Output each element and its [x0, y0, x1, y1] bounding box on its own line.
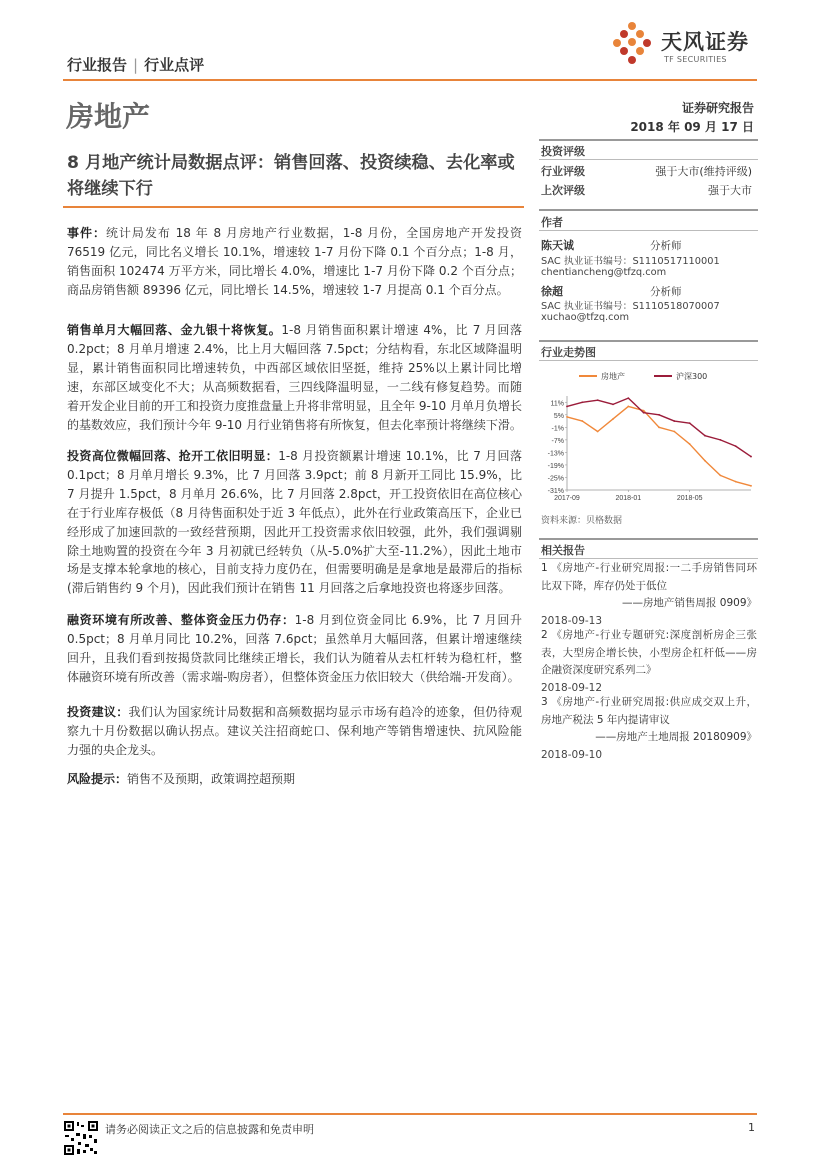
- paragraph-text: 1-8 月销售面积累计增速 4%，比 7 月回落 0.2pct；8 月单月增速 2.4%，比上月大幅回落 7.5pct；分结构看，东北区域降温明显，累计销售面积同比增速转负，中西部区域依旧坚挺，维持 25%以上累计同比增速，东部区域变化不大；从高频数据看，三四线降温明显，一二线有修复趋势。而随着开发企业目前的开工和投资力度推盘量上升将非常明显，且全年 9-10 月单月负增长的基数效应，我们预计今年 9-10 月行业销售将有所恢复，但去化率预计将继续下滑。: [67, 323, 522, 432]
- paragraph-text: 1-8 月投资额累计增速 10.1%，比 7 月回落 0.1pct；8 月单月增长 9.3%，比 7 月回落 3.9pct；前 8 月新开工同比 15.9%，比 7 月提升 1.5pct，8 月单月 26.6%，比 7 月回落 2.8pct，开工投资依旧在高位核心在于行业库存极低（8 月待售面积处于近 3 年低点），此外在行业政策高压下，企业已经形成了加速回款的一致经营预期，因此开工投资需求依旧较强，此外，我们强调剔除土地购置的投资在今年 3 月初就已经转负（从-5.0%扩大至-11.2%），因此土地市场是支撑本轮拿地的核心，目前支持力度仍在，但需要明确是是拿地是最滞后的指标(滞后销售约 9 个月)，因此我们预计在销售 11 月回落之后拿地投资也将逐步回落。: [67, 449, 522, 596]
- footer-disclaimer: 请务必阅读正文之后的信息披露和免责申明: [105, 1123, 314, 1136]
- logo-subtext: TF SECURITIES: [664, 55, 727, 64]
- report-subcategory: 行业点评: [144, 56, 205, 74]
- data-point: [719, 474, 721, 476]
- data-point: [673, 420, 675, 422]
- data-point: [750, 456, 752, 458]
- paragraph-lead: 融资环境有所改善、整体资金压力仍存：: [67, 613, 295, 627]
- related-report-date: 2018-09-13: [541, 614, 603, 627]
- data-point: [719, 439, 721, 441]
- sidebar-divider: [539, 558, 758, 559]
- paragraph-event: [67, 224, 522, 300]
- page-number: 1: [748, 1121, 755, 1134]
- y-tick-label: 11%: [550, 400, 564, 408]
- data-point: [673, 431, 675, 433]
- data-point: [597, 399, 599, 401]
- report-label: 证券研究报告: [681, 101, 754, 115]
- logo-text: 天风证券: [661, 30, 749, 54]
- industry-rating-label: 行业评级: [541, 165, 585, 178]
- data-point: [689, 443, 691, 445]
- y-tick-label: -19%: [547, 462, 564, 470]
- data-point: [566, 416, 568, 418]
- y-tick-label: -31%: [547, 488, 564, 495]
- related-title: 相关报告: [541, 544, 585, 557]
- related-report-date: 2018-09-10: [541, 748, 603, 761]
- data-point: [612, 418, 614, 420]
- industry-trend-chart: [539, 362, 758, 502]
- data-point: [597, 431, 599, 433]
- paragraph-lead: 投资建议：: [67, 705, 129, 719]
- author-email[interactable]: chentiancheng@tfzq.com: [541, 267, 667, 278]
- paragraph-advice: [67, 703, 522, 760]
- rating-title: 投资评级: [541, 145, 585, 158]
- author-name: 徐超: [541, 285, 563, 298]
- x-tick-label: 2018-01: [615, 495, 642, 502]
- related-report-title[interactable]: 2 《房地产-行业专题研究:深度剖析房企三张表，大型房企增长快，小型房企杠杆低——房企融资深度研究系列二》: [541, 629, 757, 676]
- related-report-item[interactable]: [541, 560, 757, 630]
- y-tick-label: 5%: [553, 412, 564, 420]
- trend-title: 行业走势图: [541, 346, 596, 359]
- prev-rating-label: 上次评级: [541, 184, 585, 197]
- author-cert: SAC 执业证书编号：S1110518070007: [541, 301, 720, 312]
- data-point: [658, 426, 660, 428]
- paragraph-lead: 投资高位微幅回落、抢开工依旧明显：: [67, 449, 279, 463]
- related-report-date: 2018-09-12: [541, 681, 603, 694]
- footer-divider: [63, 1113, 757, 1115]
- industry-rating-value: 强于大市(维持评级): [655, 165, 752, 178]
- data-point: [643, 412, 645, 414]
- report-category: 行业报告: [67, 56, 128, 74]
- sidebar-divider: [539, 159, 758, 160]
- sidebar-divider: [539, 340, 758, 342]
- paragraph-financing: [67, 611, 522, 687]
- data-point: [627, 397, 629, 399]
- data-point: [735, 481, 737, 483]
- data-point: [704, 460, 706, 462]
- x-tick-label: 2018-05: [676, 495, 703, 502]
- author-cert: SAC 执业证书编号：S1110517110001: [541, 256, 720, 267]
- data-point: [581, 401, 583, 403]
- author-role: 分析师: [650, 286, 682, 298]
- paragraph-lead: 销售单月大幅回落、金九银十将恢复。: [67, 323, 282, 337]
- y-tick-label: -25%: [547, 475, 564, 483]
- paragraph-investment: [67, 447, 522, 598]
- paragraph-text: 统计局发布 18 年 8 月房地产行业数据，1-8 月份，全国房地产开发投资 76519 亿元，同比名义增长 10.1%，增速较 1-7 月份下降 0.1 个百分点；1-8 月，销售面积 102474 万平方米，同比增长 4.0%，增速比 1-7 月份下降 0.2 个百分点；商品房销售额 89396 亿元，同比增长 14.5%，增速较 1-7 月提高 0.1 个百分点。: [67, 226, 522, 297]
- x-tick-label: 2017-09: [554, 495, 580, 502]
- qr-code-icon[interactable]: [63, 1120, 99, 1156]
- paragraph-text: 销售不及预期，政策调控超预期: [127, 772, 296, 786]
- y-tick-label: -7%: [551, 437, 564, 445]
- sidebar-divider: [539, 538, 758, 540]
- author-name: 陈天诚: [541, 239, 574, 252]
- legend-label: 沪深300: [676, 372, 708, 381]
- related-report-subtitle: ——房地产销售周报 0909》: [621, 597, 757, 609]
- data-point: [735, 445, 737, 447]
- paragraph-text: 1-8 月到位资金同比 6.9%，比 7 月回升 0.5pct；8 月单月同比 10.2%，回落 7.6pct；虽然单月大幅回落，但累计增速继续回升，且我们看到按揭贷款同比继续正增长，我们认为随着从去杠杆转为稳杠杆，整体融资环境有所改善（需求端-购房者），但整体资金压力依旧较大（供给端-开发商）。: [67, 613, 522, 684]
- title-divider: [63, 206, 524, 208]
- authors-title: 作者: [541, 216, 563, 229]
- data-point: [750, 485, 752, 487]
- industry-name: 房地产: [66, 100, 151, 133]
- data-point: [566, 406, 568, 408]
- legend-label: 房地产: [601, 372, 625, 381]
- report-title: 8 月地产统计局数据点评：销售回落、投资续稳、去化率或将继续下行: [67, 153, 515, 199]
- data-point: [612, 403, 614, 405]
- related-report-item[interactable]: [541, 627, 757, 697]
- author-email[interactable]: xuchao@tfzq.com: [541, 312, 630, 323]
- prev-rating-value: 强于大市: [708, 184, 752, 197]
- data-point: [581, 420, 583, 422]
- related-report-item[interactable]: [541, 694, 757, 764]
- y-tick-label: -13%: [547, 450, 564, 458]
- author-role: 分析师: [650, 240, 682, 252]
- paragraph-lead: 风险提示：: [67, 772, 128, 786]
- separator: |: [133, 56, 139, 74]
- paragraph-sales: [67, 321, 522, 434]
- sidebar-divider: [539, 230, 758, 231]
- data-point: [627, 406, 629, 408]
- related-report-subtitle: ——房地产土地周报 20180909》: [595, 731, 757, 743]
- sidebar-divider: [539, 360, 758, 361]
- related-report-title[interactable]: 3 《房地产-行业研究周报:供应成交双上升，房地产税法 5 年内提请审议: [541, 696, 757, 726]
- report-date: 2018 年 09 月 17 日: [630, 120, 754, 134]
- sidebar-divider: [539, 209, 758, 211]
- paragraph-risk: [67, 770, 522, 789]
- y-tick-label: -1%: [551, 425, 564, 433]
- chart-source: 资料来源：贝格数据: [541, 516, 623, 526]
- data-point: [689, 422, 691, 424]
- series-line-1: [567, 406, 751, 485]
- paragraph-lead: 事件：: [67, 226, 106, 240]
- report-type: [67, 54, 204, 75]
- header-divider: [63, 79, 757, 81]
- paragraph-text: 我们认为国家统计局数据和高频数据均显示市场有趋冷的迹象，但仍待观察九十月份数据以确认拐点。建议关注招商蛇口、保利地产等销售增速快、抗风险能力强的央企龙头。: [67, 705, 522, 757]
- related-report-title[interactable]: 1 《房地产-行业研究周报:一二手房销售同环比双下降，库存仍处于低位: [541, 562, 757, 592]
- sidebar-divider: [539, 139, 758, 141]
- data-point: [658, 414, 660, 416]
- data-point: [704, 435, 706, 437]
